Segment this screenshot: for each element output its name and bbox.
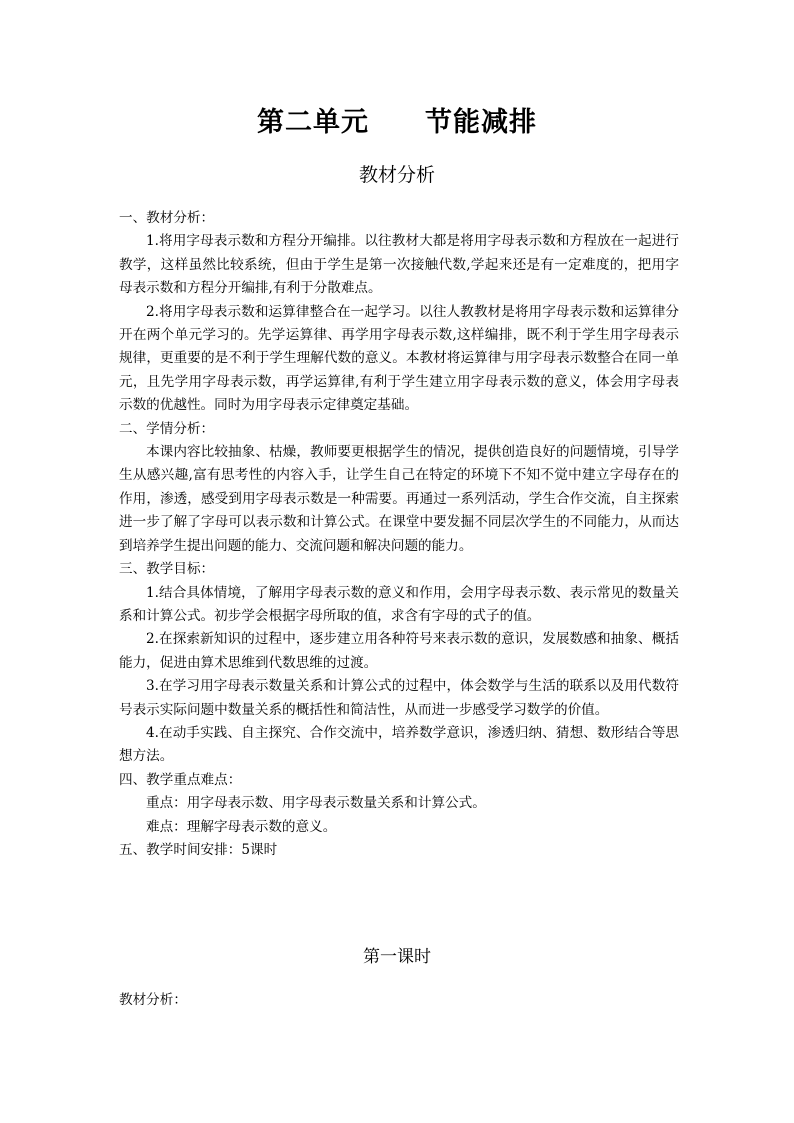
lesson-analysis-label: 教材分析：: [119, 992, 187, 1008]
paragraph-3-1: 1.结合具体情境，了解用字母表示数的意义和作用，会用字母表示数、表示常见的数量关系和计算公式。初步学会根据字母所取的值，求含有字母的式子的值。: [119, 584, 679, 624]
paragraph-2-1: 本课内容比较抽象、枯燥，教师要更根据学生的情况，提供创造良好的问题情境，引导学生从感兴趣,富有思考性的内容入手，让学生自己在特定的环境下不知不觉中建立字母存在的作用，渗透，感受到用字母表示数是一种需要。再通过一系列活动，学生合作交流，自主探索进一步了解了字母可以表示数和计算公式。在课堂中要发掘不同层次学生的不同能力，从而达到培养学生提出问题的能力、交流问题和解决问题的能力。: [119, 444, 679, 554]
section-heading-1: 一、教材分析：: [119, 210, 215, 226]
section-heading-3: 三、教学目标：: [119, 561, 215, 578]
paragraph-3-3: 3.在学习用字母表示数量关系和计算公式的过程中，体会数学与生活的联系以及用代数符号表示实际问题中数量关系的概括性和简洁性，从而进一步感受学习数学的价值。: [119, 678, 679, 718]
paragraph-4-1: 重点：用字母表示数、用字母表示数量关系和计算公式。: [146, 795, 486, 812]
lesson-title: 第一课时: [363, 947, 431, 967]
section-heading-5: 五、教学时间安排：5课时: [119, 841, 278, 858]
page-subtitle: 教材分析: [358, 164, 435, 186]
paragraph-1-2: 2.将用字母表示数和运算律整合在一起学习。以往人教教材是将用字母表示数和运算律分开在两个单元学习的。先学运算律、再学用字母表示数,这样编排，既不利于学生用字母表示规律，更重要的是不利于学生理解代数的意义。本教材将运算律与用字母表示数整合在同一单元，且先学用字母表示数，再学运算律,有利于学生建立用字母表示数的意义，体会用字母表示数的优越性。同时为用字母表示定律奠定基础。: [119, 303, 679, 414]
page-title: 第二单元 节能减排: [257, 107, 537, 138]
paragraph-3-2: 2.在探索新知识的过程中，逐步建立用各种符号来表示数的意识，发展数感和抽象、概括能力，促进由算术思维到代数思维的过渡。: [119, 631, 679, 671]
section-heading-4: 四、教学重点难点：: [119, 771, 242, 788]
paragraph-1-1: 1.将用字母表示数和方程分开编排。以往教材大都是将用字母表示数和方程放在一起进行教学，这样虽然比较系统，但由于学生是第一次接触代数,学起来还是有一定难度的，把用字母表示数和方程分开编排,有利于分散难点。: [119, 233, 679, 297]
section-heading-2: 二、学情分析：: [119, 420, 215, 437]
paragraph-3-4: 4.在动手实践、自主探究、合作交流中，培养数学意识，渗透归纳、猜想、数形结合等思想方法。: [119, 724, 679, 765]
document-body: [119, 207, 679, 862]
paragraph-4-2: 难点：理解字母表示数的意义。: [146, 818, 337, 835]
